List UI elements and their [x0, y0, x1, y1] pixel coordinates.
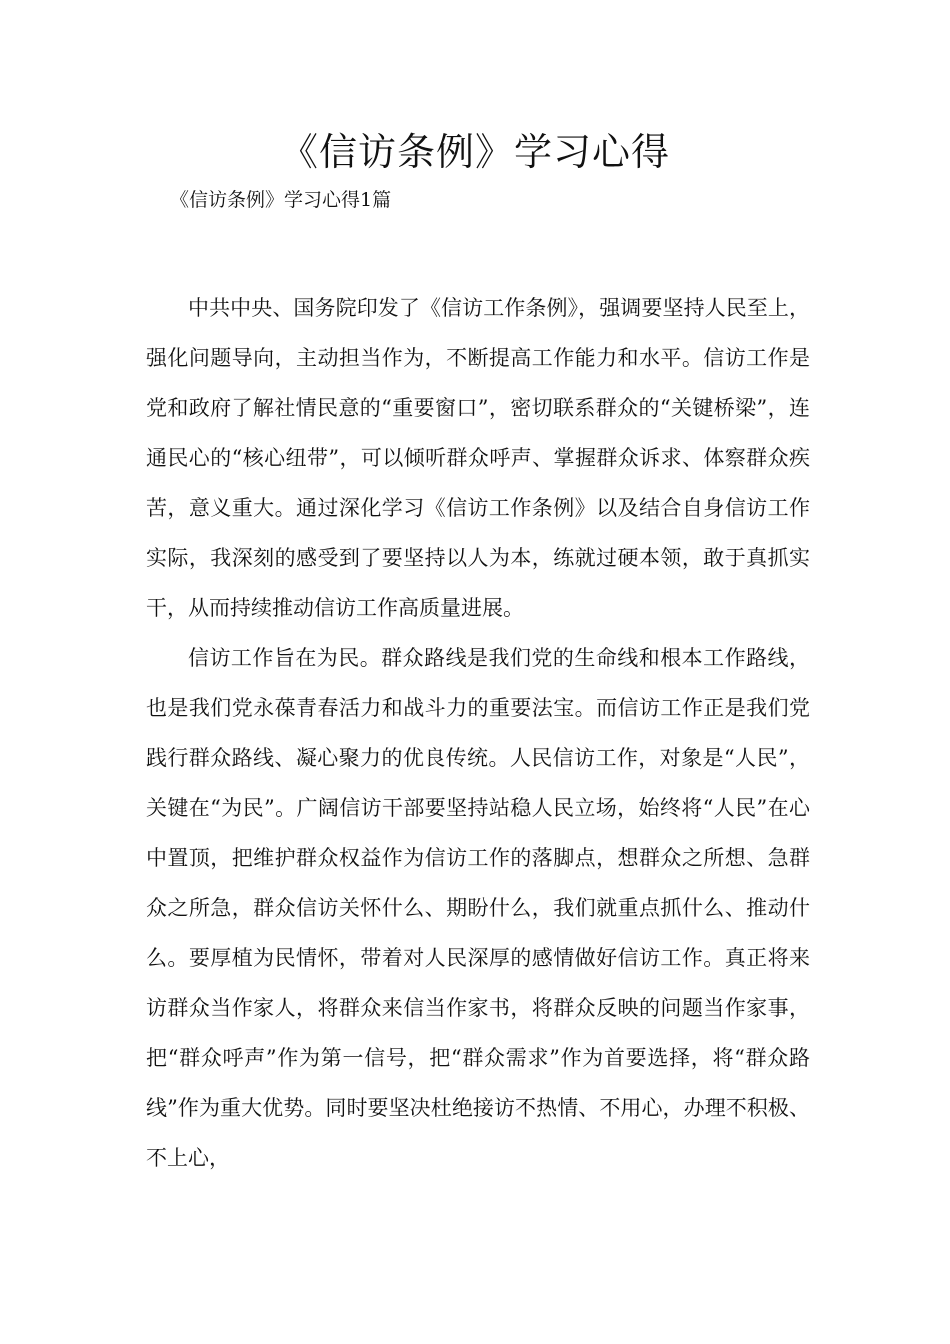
document-body	[146, 283, 810, 1183]
paragraph-2: 信访工作旨在为民。群众路线是我们党的生命线和根本工作路线，也是我们党永葆青春活力和战斗力的重要法宝。而信访工作正是我们党践行群众路线、凝心聚力的优良传统。人民信访工作，对象是“人民”，关键在“为民”。广阔信访干部要坚持站稳人民立场，始终将“人民”在心中置顶，把维护群众权益作为信访工作的落脚点，想群众之所想、急群众之所急，群众信访关怀什么、期盼什么，我们就重点抓什么、推动什么。要厚植为民情怀，带着对人民深厚的感情做好信访工作。真正将来访群众当作家人，将群众来信当作家书，将群众反映的问题当作家事，把“群众呼声”作为第一信号，把“群众需求”作为首要选择，将“群众路线”作为重大优势。同时要坚决杜绝接访不热情、不用心，办理不积极、不上心，	[146, 646, 810, 1170]
paragraph-1: 中共中央、国务院印发了《信访工作条例》，强调要坚持人民至上，强化问题导向，主动担当作为，不断提高工作能力和水平。信访工作是党和政府了解社情民意的“重要窗口”，密切联系群众的“关键桥梁”，连通民心的“核心纽带”，可以倾听群众呼声、掌握群众诉求、体察群众疾苦，意义重大。通过深化学习《信访工作条例》以及结合自身信访工作实际，我深刻的感受到了要坚持以人为本，练就过硬本领，敢于真抓实干，从而持续推动信访工作高质量进展。	[146, 296, 810, 620]
document-title: 《信访条例》学习心得	[279, 130, 670, 174]
document-subtitle: 《信访条例》学习心得1篇	[170, 189, 392, 211]
